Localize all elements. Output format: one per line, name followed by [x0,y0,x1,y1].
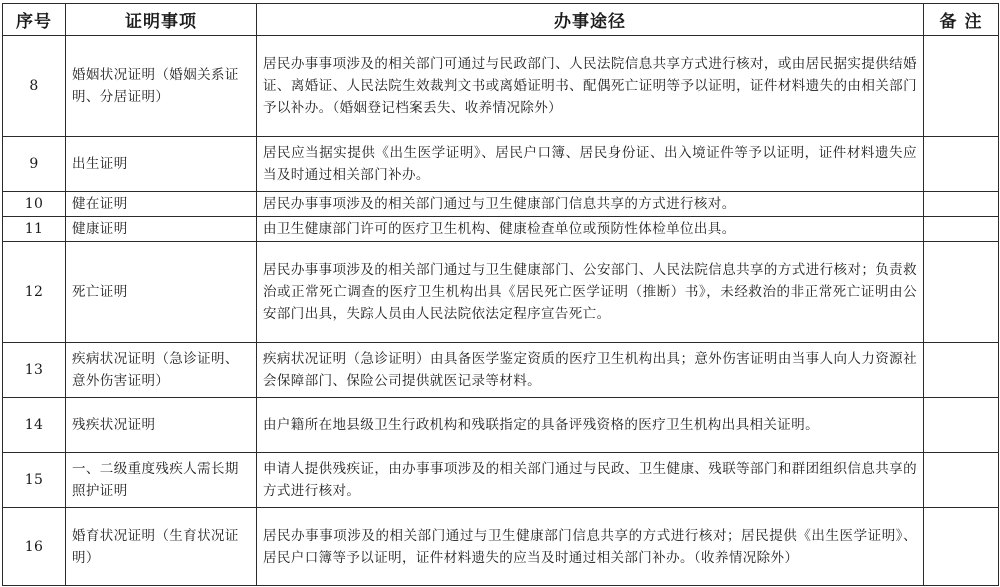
table-row [3,217,999,242]
table-row [3,242,999,343]
header-item: 证明事项 [66,4,257,36]
row-item: 婚育状况证明（生育状况证明） [66,508,257,586]
row-note [924,242,999,343]
row-item: 健在证明 [66,192,257,217]
row-note [924,217,999,242]
row-item: 残疾状况证明 [66,398,257,453]
row-way: 疾病状况证明（急诊证明）由具备医学鉴定资质的医疗卫生机构出具；意外伤害证明由当事人向人力资源社会保障部门、保险公司提供就医记录等材料。 [257,343,924,398]
row-item: 一、二级重度残疾人需长期照护证明 [66,453,257,508]
row-item: 疾病状况证明（急诊证明、意外伤害证明） [66,343,257,398]
row-way: 由卫生健康部门许可的医疗卫生机构、健康检查单位或预防性体检单位出具。 [257,217,924,242]
row-way: 居民办事事项涉及的相关部门通过与卫生健康部门信息共享的方式进行核对；居民提供《出生医学证明》、居民户口簿等予以证明，证件材料遗失的应当及时通过相关部门补办。（收养情况除外） [257,508,924,586]
table-row [3,137,999,192]
row-way: 申请人提供残疾证，由办事事项涉及的相关部门通过与民政、卫生健康、残联等部门和群团组织信息共享的方式进行核对。 [257,453,924,508]
row-note [924,343,999,398]
table-row [3,343,999,398]
table-header-row [3,4,999,36]
header-no: 序号 [3,4,66,36]
row-note [924,137,999,192]
row-note [924,192,999,217]
row-item: 健康证明 [66,217,257,242]
certificate-matters-table [2,3,999,586]
table-row [3,453,999,508]
row-note [924,453,999,508]
table-row [3,398,999,453]
row-item: 婚姻状况证明（婚姻关系证明、分居证明） [66,36,257,137]
row-way: 居民办事事项涉及的相关部门通过与卫生健康部门信息共享的方式进行核对。 [257,192,924,217]
row-way: 居民应当据实提供《出生医学证明》、居民户口簿、居民身份证、出入境证件等予以证明，证件材料遗失应当及时通过相关部门补办。 [257,137,924,192]
row-way: 居民办事事项涉及的相关部门通过与卫生健康部门、公安部门、人民法院信息共享的方式进行核对；负责救治或正常死亡调查的医疗卫生机构出具《居民死亡医学证明（推断）书》，未经救治的非正常死亡证明由公安部门出具，失踪人员由人民法院依法定程序宣告死亡。 [257,242,924,343]
table-row [3,508,999,586]
header-way: 办事途径 [257,4,924,36]
row-item: 出生证明 [66,137,257,192]
row-no: 12 [3,242,66,343]
table-row [3,192,999,217]
row-no: 13 [3,343,66,398]
header-note: 备 注 [924,4,999,36]
row-no: 9 [3,137,66,192]
table-row [3,36,999,137]
row-no: 10 [3,192,66,217]
row-no: 8 [3,36,66,137]
row-no: 11 [3,217,66,242]
row-no: 14 [3,398,66,453]
row-no: 15 [3,453,66,508]
row-note [924,36,999,137]
row-way: 居民办事事项涉及的相关部门可通过与民政部门、人民法院信息共享方式进行核对，或由居民据实提供结婚证、离婚证、人民法院生效裁判文书或离婚证明书、配偶死亡证明等予以证明，证件材料遗失的由相关部门予以补办。（婚姻登记档案丢失、收养情况除外） [257,36,924,137]
row-note [924,398,999,453]
row-way: 由户籍所在地县级卫生行政机构和残联指定的具备评残资格的医疗卫生机构出具相关证明。 [257,398,924,453]
row-item: 死亡证明 [66,242,257,343]
row-no: 16 [3,508,66,586]
row-note [924,508,999,586]
